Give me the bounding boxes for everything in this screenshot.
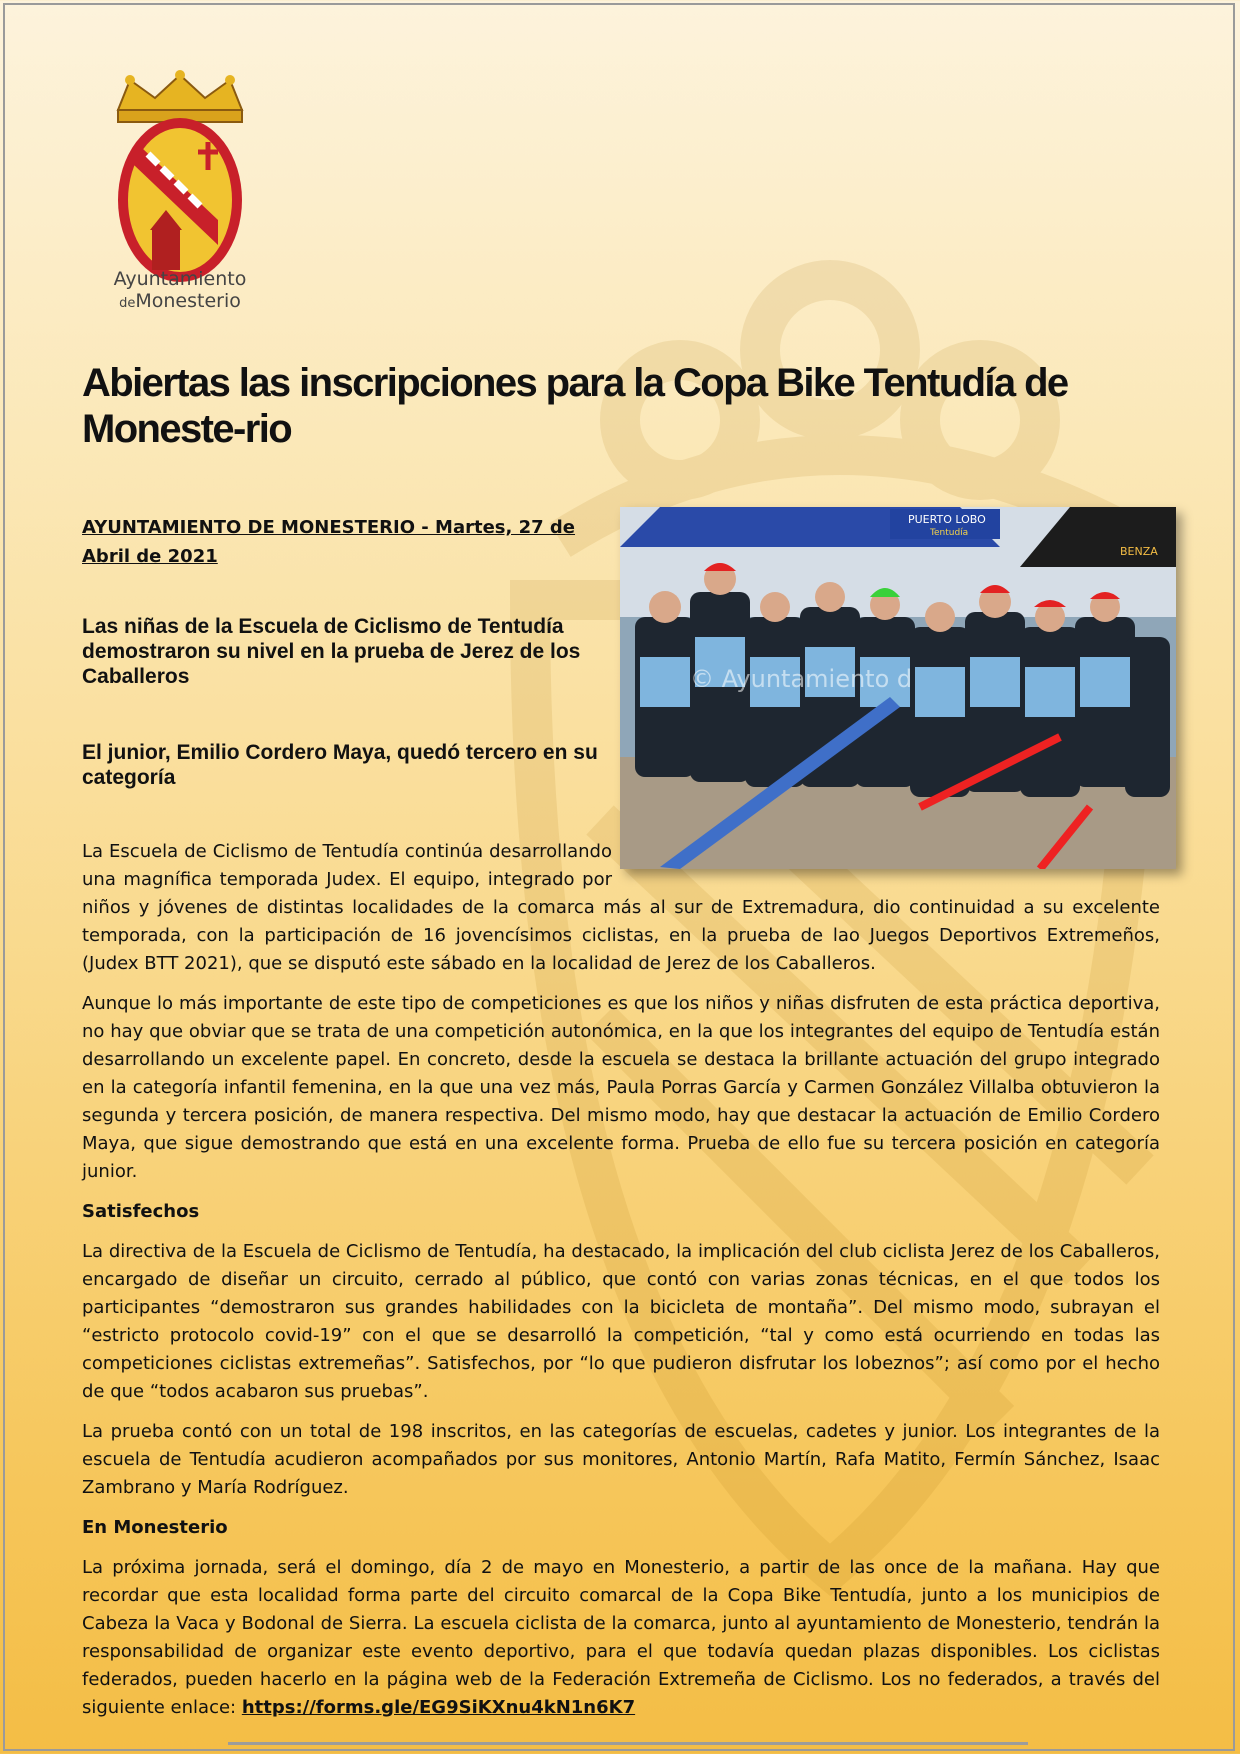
article-title: Abiertas las inscripciones para la Copa Bike Tentudía de Moneste-rio [82, 361, 1068, 451]
paragraph-3: La directiva de la Escuela de Ciclismo de Tentudía, ha destacado, la implicación del club ciclista Jerez de los Caballeros, encargado de diseñar un circuito, cerrado al público, que contó con varias zonas técnicas, en el que todos los participantes “demostraron sus grandes habilidades con la bicicleta de montaña”. Del mismo modo, subrayan el “estricto protocolo covid-19” con el que se desarrolló la competición, “tal y como está ocurriendo en todas las competiciones ciclistas extremeñas”. Satisfechos, por “lo que pudieron disfrutar los lobeznos”; así como por el hecho de que “todos acabaron sus pruebas”. [82, 1241, 1160, 1402]
banner-text: PUERTO LOBO [908, 513, 986, 526]
article-subtitle-1: Las niñas de la Escuela de Ciclismo de Tentudía demostraron su nivel en la prueba de Jerez de los Caballeros [82, 615, 581, 688]
article-byline: AYUNTAMIENTO DE MONESTERIO - Martes, 27 de Abril de 2021 [82, 517, 576, 567]
paragraph-1: La Escuela de Ciclismo de Tentudía continúa desarrollando una magnífica temporada Judex. El equipo, integrado por niños y jóvenes de distintas localidades de la comarca más al sur de Extremadura, dio continuidad a su excelente temporada, con la participación de 16 jovencísimos ciclistas, en la prueba de lao Juegos Deportivos Extremeños, (Judex BTT 2021), que se disputó este sábado en la localidad de Jerez de los Caballeros. [82, 841, 1160, 974]
logo-line2: Monesterio [135, 290, 241, 312]
paragraph-5-text: La próxima jornada, será el domingo, día 2 de mayo en Monesterio, a partir de las once de la mañana. Hay que recordar que esta localidad forma parte del circuito comarcal de la Copa Bike Tentudía, junto a los municipios de Cabeza la Vaca y Bodonal de Sierra. La escuela ciclista de la comarca, junto al ayuntamiento de Monesterio, tendrán la responsabilidad de organizar este evento deportivo, para el que todavía quedan plazas disponibles. Los ciclistas federados, pueden hacerlo en la página web de la Federación Extremeña de Ciclismo. Los no federados, a través del siguiente enlace: [82, 1557, 1160, 1718]
article-subtitle-2: El junior, Emilio Cordero Maya, quedó tercero en su categoría [82, 741, 598, 789]
logo-prefix: de [119, 296, 136, 311]
town-name [100, 268, 260, 315]
banner-text-2: Tentudía [930, 528, 969, 538]
cycling-team-photo [620, 507, 1176, 869]
section-heading-monesterio: En Monesterio [82, 1517, 228, 1538]
article-body [82, 838, 1160, 1734]
photo-watermark: © Ayuntamiento d [690, 665, 913, 693]
paragraph-5 [82, 1554, 1160, 1722]
logo-line1: Ayuntamiento [113, 268, 247, 290]
paragraph-2: Aunque lo más importante de este tipo de competiciones es que los niños y niñas disfruten de esta práctica deportiva, no hay que obviar que se trata de una competición autonómica, en la que los integrantes del equipo de Tentudía están desarrollando un excelente papel. En concreto, desde la escuela se destaca la brillante actuación del grupo integrado en la categoría infantil femenina, en la que una vez más, Paula Porras García y Carmen González Villalba obtuvieron la segunda y tercera posición, de manera respectiva. Del mismo modo, hay que destacar la actuación de Emilio Cordero Maya, que sigue demostrando que está en una excelente forma. Prueba de ello fue su tercera posición en categoría junior. [82, 993, 1160, 1182]
paragraph-4: La prueba contó con un total de 198 inscritos, en las categorías de escuelas, cadetes y junior. Los integrantes de la escuela de Tentudía acudieron acompañados por sus monitores, Antonio Martín, Rafa Matito, Fermín Sánchez, Isaac Zambrano y María Rodríguez. [82, 1421, 1160, 1498]
section-heading-satisfechos: Satisfechos [82, 1201, 200, 1222]
registration-link[interactable]: https://forms.gle/EG9SiKXnu4kN1n6K7 [241, 1697, 636, 1718]
footer-line [228, 1742, 1028, 1745]
sponsor-text: BENZA [1120, 545, 1158, 558]
